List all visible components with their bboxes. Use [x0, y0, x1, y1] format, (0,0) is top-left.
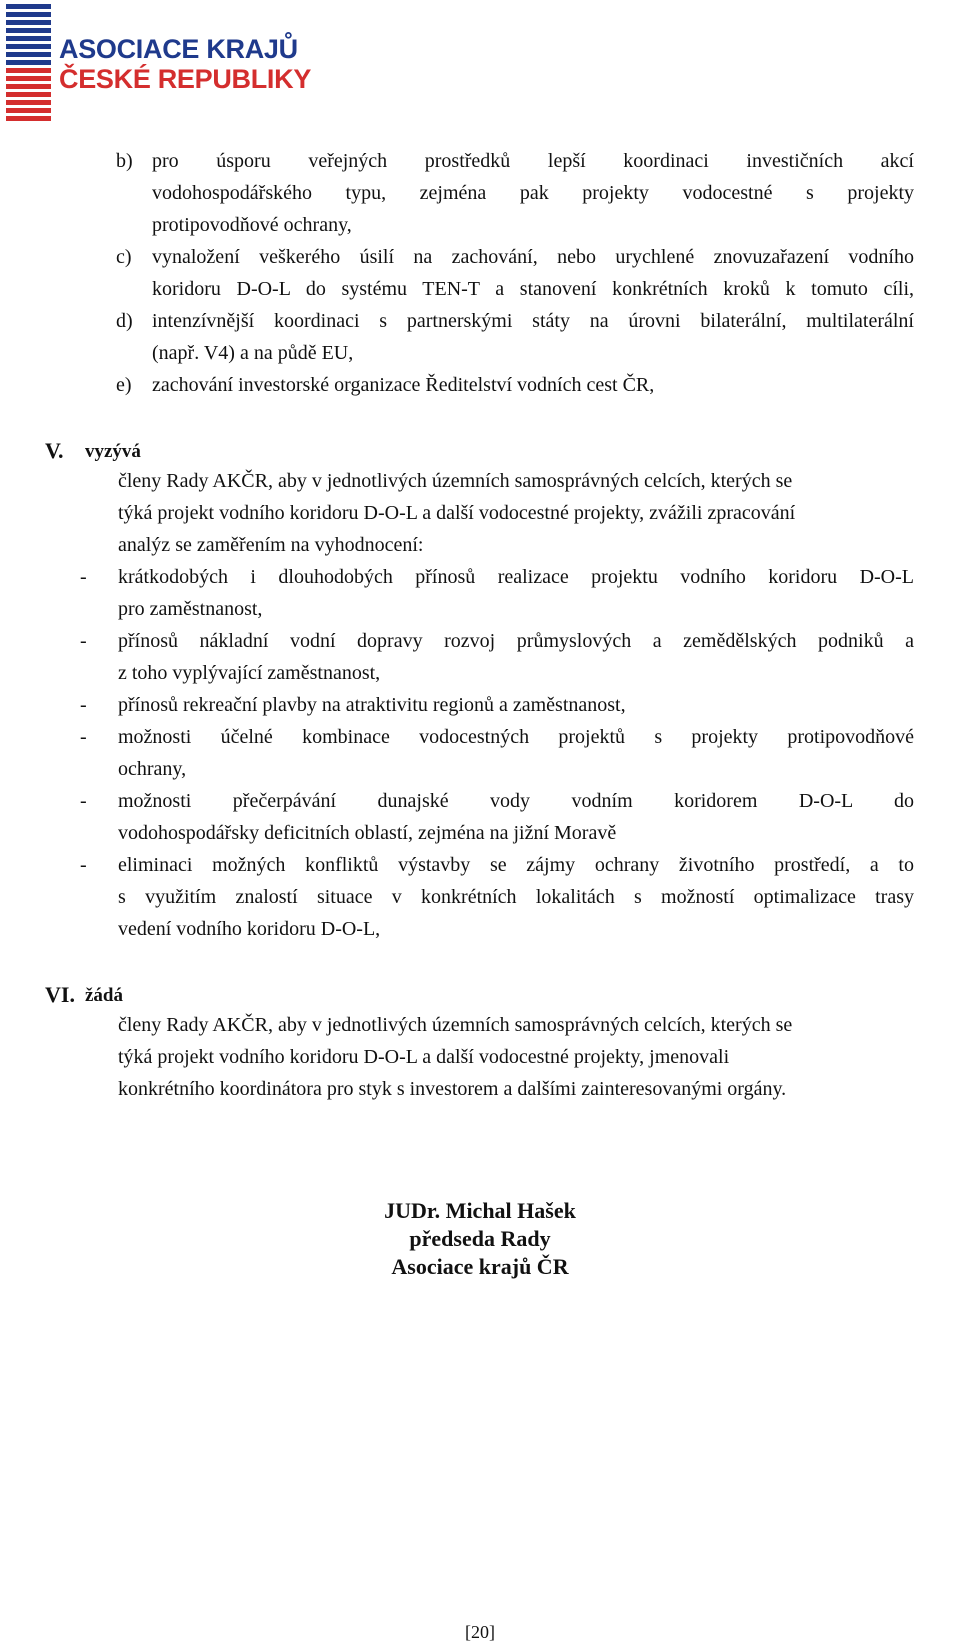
- section-vi-line-2: týká projekt vodního koridoru D-O-L a další vodocestné projekty, jmenovali: [118, 1046, 730, 1068]
- signature-name: JUDr. Michal Hašek: [384, 1198, 576, 1223]
- item-label-c: c): [116, 246, 132, 268]
- bullet-dash: -: [80, 566, 87, 588]
- bullet-5-line-2: vodohospodářsky deficitních oblastí, zejména na jižní Moravě: [118, 822, 617, 844]
- section-v-intro-2: týká projekt vodního koridoru D-O-L a další vodocestné projekty, zvážili zpracování: [118, 502, 796, 524]
- bullet-6-line-2: s využitím znalostí situace v konkrétních lokalitách s možností optimalizace trasy: [118, 886, 914, 908]
- bullet-dash: -: [80, 630, 87, 652]
- bullet-dash: -: [80, 854, 87, 876]
- logo-stripes-icon: [6, 4, 51, 122]
- item-b-line-1: pro úsporu veřejných prostředků lepší koordinaci investičních akcí: [152, 150, 914, 172]
- item-d-line-1: intenzívnější koordinaci s partnerskými státy na úrovni bilaterální, multilaterální: [152, 310, 914, 332]
- section-v-verb: vyzývá: [85, 441, 141, 462]
- item-label-e: e): [116, 374, 132, 396]
- bullet-1-line-1: krátkodobých i dlouhodobých přínosů realizace projektu vodního koridoru D-O-L: [118, 566, 914, 588]
- logo-line-2: ČESKÉ REPUBLIKY: [59, 64, 312, 94]
- page-number: [20]: [465, 1622, 495, 1642]
- section-v-number: V.: [45, 438, 64, 463]
- bullet-4-line-1: možnosti účelné kombinace vodocestných projektů s projekty protipovodňové: [118, 726, 914, 748]
- bullet-2-line-1: přínosů nákladní vodní dopravy rozvoj průmyslových a zemědělských podniků a: [118, 630, 914, 652]
- bullet-3-line-1: přínosů rekreační plavby na atraktivitu regionů a zaměstnanost,: [118, 694, 626, 716]
- item-label-d: d): [116, 310, 133, 332]
- bullet-1-line-2: pro zaměstnanost,: [118, 598, 263, 620]
- item-label-b: b): [116, 150, 133, 172]
- item-c-line-1: vynaložení veškerého úsilí na zachování, nebo urychlené znovuzařazení vodního: [152, 246, 914, 268]
- bullet-2-line-2: z toho vyplývající zaměstnanost,: [118, 662, 381, 684]
- bullet-5-line-1: možnosti přečerpávání dunajské vody vodním koridorem D-O-L do: [118, 790, 914, 812]
- item-b-line-3: protipovodňové ochrany,: [152, 214, 352, 236]
- bullet-6-line-3: vedení vodního koridoru D-O-L,: [118, 918, 381, 940]
- section-v-intro-1: členy Rady AKČR, aby v jednotlivých územních samosprávných celcích, kterých se: [118, 470, 793, 492]
- bullet-4-line-2: ochrany,: [118, 758, 187, 780]
- association-logo: [6, 0, 312, 130]
- item-d-line-2: (např. V4) a na půdě EU,: [152, 342, 354, 364]
- signature-role: předseda Rady: [409, 1226, 551, 1251]
- bullet-dash: -: [80, 726, 87, 748]
- section-vi-number: VI.: [45, 982, 75, 1007]
- bullet-dash: -: [80, 694, 87, 716]
- item-e-line-1: zachování investorské organizace Ředitelství vodních cest ČR,: [152, 374, 655, 396]
- bullet-6-line-1: eliminaci možných konfliktů výstavby se zájmy ochrany životního prostředí, a to: [118, 854, 914, 876]
- item-c-line-2: koridoru D-O-L do systému TEN-T a stanovení konkrétních kroků k tomuto cíli,: [152, 278, 914, 300]
- signature-org: Asociace krajů ČR: [391, 1254, 569, 1279]
- logo-line-1: ASOCIACE KRAJŮ: [59, 34, 298, 64]
- section-vi-verb: žádá: [85, 985, 123, 1006]
- section-vi-line-3: konkrétního koordinátora pro styk s investorem a dalšími zainteresovanými orgány.: [118, 1078, 787, 1100]
- section-v-intro-3: analýz se zaměřením na vyhodnocení:: [118, 534, 424, 556]
- bullet-dash: -: [80, 790, 87, 812]
- item-b-line-2: vodohospodářského typu, zejména pak projekty vodocestné s projekty: [152, 182, 914, 204]
- section-vi-line-1: členy Rady AKČR, aby v jednotlivých územních samosprávných celcích, kterých se: [118, 1014, 793, 1036]
